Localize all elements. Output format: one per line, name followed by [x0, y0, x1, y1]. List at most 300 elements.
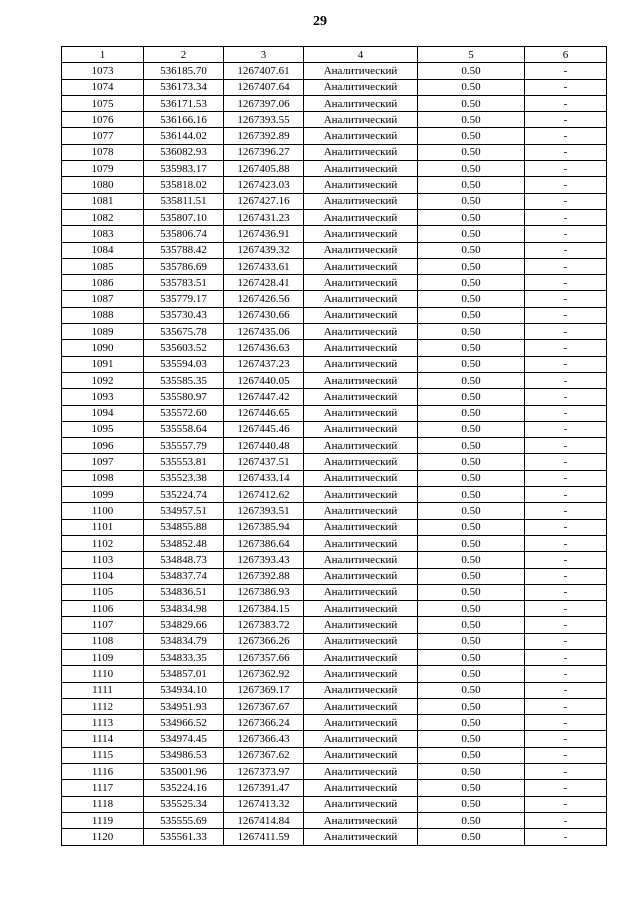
- page-number: 29: [313, 14, 327, 29]
- table-cell: -: [525, 324, 607, 340]
- table-cell: Аналитический: [304, 487, 418, 503]
- table-row: [62, 666, 607, 682]
- table-row: [62, 584, 607, 600]
- table-row: [62, 372, 607, 388]
- table-cell: -: [525, 829, 607, 845]
- table-cell: Аналитический: [304, 389, 418, 405]
- table-cell: 0.50: [418, 601, 525, 617]
- table-cell: 535580.97: [144, 389, 224, 405]
- table-cell: -: [525, 226, 607, 242]
- table-cell: 534834.98: [144, 601, 224, 617]
- table-cell: 1267437.51: [224, 454, 304, 470]
- table-row: [62, 682, 607, 698]
- table-cell: 1267436.63: [224, 340, 304, 356]
- table-cell: 1267407.64: [224, 79, 304, 95]
- table-cell: 0.50: [418, 617, 525, 633]
- table-row: [62, 258, 607, 274]
- table-cell: Аналитический: [304, 161, 418, 177]
- table-cell: 536171.53: [144, 95, 224, 111]
- table-cell: -: [525, 193, 607, 209]
- table-cell: -: [525, 161, 607, 177]
- table-cell: 1267446.65: [224, 405, 304, 421]
- table-row: [62, 193, 607, 209]
- table-cell: Аналитический: [304, 356, 418, 372]
- table-cell: 535561.33: [144, 829, 224, 845]
- table-cell: 0.50: [418, 438, 525, 454]
- table-row: [62, 796, 607, 812]
- table-cell: 1267435.06: [224, 324, 304, 340]
- table-row: [62, 715, 607, 731]
- table-cell: 1102: [62, 535, 144, 551]
- table-cell: 0.50: [418, 340, 525, 356]
- table-cell: 535525.34: [144, 796, 224, 812]
- table-cell: 1267411.59: [224, 829, 304, 845]
- table-row: [62, 552, 607, 568]
- table-cell: Аналитический: [304, 682, 418, 698]
- table-cell: Аналитический: [304, 780, 418, 796]
- table-row: [62, 438, 607, 454]
- table-row: [62, 649, 607, 665]
- table-cell: 535555.69: [144, 812, 224, 828]
- table-cell: -: [525, 666, 607, 682]
- table-cell: 1115: [62, 747, 144, 763]
- table-row: [62, 95, 607, 111]
- table-cell: Аналитический: [304, 128, 418, 144]
- coordinates-table: [61, 46, 607, 846]
- table-cell: 0.50: [418, 584, 525, 600]
- table-cell: -: [525, 682, 607, 698]
- table-cell: Аналитический: [304, 535, 418, 551]
- table-cell: -: [525, 796, 607, 812]
- table-cell: -: [525, 356, 607, 372]
- table-cell: 1111: [62, 682, 144, 698]
- table-cell: 1096: [62, 438, 144, 454]
- table-cell: 1267407.61: [224, 63, 304, 79]
- table-row: [62, 503, 607, 519]
- table-cell: 534857.01: [144, 666, 224, 682]
- table-cell: 0.50: [418, 405, 525, 421]
- table-cell: 1083: [62, 226, 144, 242]
- table-cell: 535001.96: [144, 764, 224, 780]
- table-cell: -: [525, 747, 607, 763]
- table-cell: 1267386.93: [224, 584, 304, 600]
- table-cell: 535786.69: [144, 258, 224, 274]
- table-cell: 1267423.03: [224, 177, 304, 193]
- table-row: [62, 519, 607, 535]
- table-cell: 1117: [62, 780, 144, 796]
- table-cell: 535553.81: [144, 454, 224, 470]
- table-cell: 534934.10: [144, 682, 224, 698]
- table-cell: 1267397.06: [224, 95, 304, 111]
- table-cell: 1267384.15: [224, 601, 304, 617]
- table-cell: 1105: [62, 584, 144, 600]
- column-header: 6: [525, 47, 607, 63]
- table-cell: -: [525, 79, 607, 95]
- table-cell: Аналитический: [304, 617, 418, 633]
- table-cell: 0.50: [418, 487, 525, 503]
- table-cell: 1267393.51: [224, 503, 304, 519]
- table-cell: -: [525, 519, 607, 535]
- table-cell: 1101: [62, 519, 144, 535]
- table-cell: -: [525, 633, 607, 649]
- table-cell: 1267367.62: [224, 747, 304, 763]
- table-cell: 0.50: [418, 258, 525, 274]
- table-cell: 0.50: [418, 503, 525, 519]
- table-cell: Аналитический: [304, 405, 418, 421]
- table-cell: 0.50: [418, 356, 525, 372]
- table-cell: -: [525, 454, 607, 470]
- table-cell: 0.50: [418, 633, 525, 649]
- table-row: [62, 698, 607, 714]
- table-cell: 1116: [62, 764, 144, 780]
- table-row: [62, 535, 607, 551]
- table-cell: Аналитический: [304, 764, 418, 780]
- table-cell: Аналитический: [304, 79, 418, 95]
- table-cell: 1267386.64: [224, 535, 304, 551]
- table-cell: 0.50: [418, 209, 525, 225]
- table-cell: Аналитический: [304, 584, 418, 600]
- table-cell: 534852.48: [144, 535, 224, 551]
- table-cell: Аналитический: [304, 275, 418, 291]
- table-cell: 1267373.97: [224, 764, 304, 780]
- table-row: [62, 829, 607, 845]
- table-cell: -: [525, 731, 607, 747]
- table-cell: -: [525, 715, 607, 731]
- table-cell: 1267439.32: [224, 242, 304, 258]
- table-cell: 535603.52: [144, 340, 224, 356]
- table-cell: 0.50: [418, 79, 525, 95]
- table-cell: Аналитический: [304, 503, 418, 519]
- table-cell: 1267366.43: [224, 731, 304, 747]
- table-cell: 0.50: [418, 829, 525, 845]
- table-cell: 0.50: [418, 63, 525, 79]
- table-cell: 1119: [62, 812, 144, 828]
- table-cell: 0.50: [418, 372, 525, 388]
- table-cell: 0.50: [418, 698, 525, 714]
- table-cell: 535807.10: [144, 209, 224, 225]
- table-cell: 536144.02: [144, 128, 224, 144]
- table-cell: 1267427.16: [224, 193, 304, 209]
- table-cell: 1103: [62, 552, 144, 568]
- table-row: [62, 275, 607, 291]
- table-cell: 1106: [62, 601, 144, 617]
- table-cell: 534855.88: [144, 519, 224, 535]
- table-row: [62, 226, 607, 242]
- table-cell: -: [525, 128, 607, 144]
- table-cell: Аналитический: [304, 258, 418, 274]
- table-cell: 0.50: [418, 812, 525, 828]
- table-cell: -: [525, 242, 607, 258]
- column-header: 1: [62, 47, 144, 63]
- table-cell: 0.50: [418, 193, 525, 209]
- table-cell: 1097: [62, 454, 144, 470]
- table-cell: 534837.74: [144, 568, 224, 584]
- table-cell: 535983.17: [144, 161, 224, 177]
- table-cell: Аналитический: [304, 209, 418, 225]
- table-cell: 1090: [62, 340, 144, 356]
- table-header-row: [62, 47, 607, 63]
- table-cell: Аналитический: [304, 454, 418, 470]
- table-cell: 1267357.66: [224, 649, 304, 665]
- table-row: [62, 617, 607, 633]
- table-cell: 1084: [62, 242, 144, 258]
- table-cell: Аналитический: [304, 747, 418, 763]
- table-cell: 1092: [62, 372, 144, 388]
- table-cell: 1267392.88: [224, 568, 304, 584]
- table-cell: 0.50: [418, 764, 525, 780]
- table-cell: -: [525, 780, 607, 796]
- table-cell: -: [525, 209, 607, 225]
- table-cell: 0.50: [418, 307, 525, 323]
- table-cell: Аналитический: [304, 324, 418, 340]
- table-cell: 1112: [62, 698, 144, 714]
- column-header: 3: [224, 47, 304, 63]
- table-cell: 1267393.55: [224, 112, 304, 128]
- table-cell: 1099: [62, 487, 144, 503]
- table-cell: 1267414.84: [224, 812, 304, 828]
- table-cell: Аналитический: [304, 568, 418, 584]
- table-cell: -: [525, 291, 607, 307]
- table-cell: -: [525, 63, 607, 79]
- table-row: [62, 112, 607, 128]
- table-cell: Аналитический: [304, 601, 418, 617]
- table-cell: -: [525, 275, 607, 291]
- table-cell: 534966.52: [144, 715, 224, 731]
- table-cell: 1086: [62, 275, 144, 291]
- table-row: [62, 144, 607, 160]
- table-cell: 536166.16: [144, 112, 224, 128]
- table-cell: 535730.43: [144, 307, 224, 323]
- table-cell: -: [525, 764, 607, 780]
- table-cell: 1098: [62, 470, 144, 486]
- table-row: [62, 601, 607, 617]
- table-cell: 0.50: [418, 796, 525, 812]
- table-cell: 1267412.62: [224, 487, 304, 503]
- table-cell: 536082.93: [144, 144, 224, 160]
- table-cell: 1267392.89: [224, 128, 304, 144]
- table-cell: 1079: [62, 161, 144, 177]
- table-cell: Аналитический: [304, 144, 418, 160]
- table-cell: 1267426.56: [224, 291, 304, 307]
- table-cell: 1120: [62, 829, 144, 845]
- table-cell: 536173.34: [144, 79, 224, 95]
- table-cell: Аналитический: [304, 340, 418, 356]
- table-cell: 0.50: [418, 649, 525, 665]
- table-cell: 0.50: [418, 275, 525, 291]
- table-cell: 534833.35: [144, 649, 224, 665]
- table-cell: 535783.51: [144, 275, 224, 291]
- table-cell: 1078: [62, 144, 144, 160]
- table-row: [62, 389, 607, 405]
- table-cell: Аналитический: [304, 95, 418, 111]
- table-cell: 1267391.47: [224, 780, 304, 796]
- table-cell: -: [525, 144, 607, 160]
- table-cell: 0.50: [418, 552, 525, 568]
- table-cell: 1081: [62, 193, 144, 209]
- table-cell: 0.50: [418, 454, 525, 470]
- table-cell: 1267440.05: [224, 372, 304, 388]
- table-cell: 0.50: [418, 731, 525, 747]
- table-row: [62, 731, 607, 747]
- table-cell: 534834.79: [144, 633, 224, 649]
- table-row: [62, 291, 607, 307]
- table-row: [62, 633, 607, 649]
- table-cell: 0.50: [418, 324, 525, 340]
- table-cell: 535779.17: [144, 291, 224, 307]
- table-cell: Аналитический: [304, 519, 418, 535]
- table-row: [62, 405, 607, 421]
- table-cell: 534951.93: [144, 698, 224, 714]
- table-cell: Аналитический: [304, 731, 418, 747]
- table-cell: -: [525, 698, 607, 714]
- table-row: [62, 421, 607, 437]
- table-cell: 1080: [62, 177, 144, 193]
- table-cell: -: [525, 552, 607, 568]
- table-cell: 0.50: [418, 421, 525, 437]
- table-cell: 1113: [62, 715, 144, 731]
- table-row: [62, 780, 607, 796]
- table-cell: Аналитический: [304, 421, 418, 437]
- table-cell: 1267362.92: [224, 666, 304, 682]
- table-cell: 534836.51: [144, 584, 224, 600]
- table-cell: 1267405.88: [224, 161, 304, 177]
- table-cell: -: [525, 503, 607, 519]
- table-cell: -: [525, 601, 607, 617]
- table-cell: 0.50: [418, 715, 525, 731]
- table-row: [62, 79, 607, 95]
- table-cell: 535572.60: [144, 405, 224, 421]
- table-cell: 1077: [62, 128, 144, 144]
- table-cell: 534829.66: [144, 617, 224, 633]
- table-cell: 1087: [62, 291, 144, 307]
- table-cell: 0.50: [418, 144, 525, 160]
- table-cell: 534974.45: [144, 731, 224, 747]
- table-cell: 1267430.66: [224, 307, 304, 323]
- table-row: [62, 242, 607, 258]
- table-cell: 535594.03: [144, 356, 224, 372]
- table-cell: 1074: [62, 79, 144, 95]
- table-cell: 1082: [62, 209, 144, 225]
- table-cell: -: [525, 340, 607, 356]
- table-cell: 1267393.43: [224, 552, 304, 568]
- table-cell: Аналитический: [304, 291, 418, 307]
- table-cell: 536185.70: [144, 63, 224, 79]
- table-cell: 0.50: [418, 747, 525, 763]
- table-cell: 1073: [62, 63, 144, 79]
- table-row: [62, 764, 607, 780]
- table-cell: -: [525, 649, 607, 665]
- table-cell: 1267445.46: [224, 421, 304, 437]
- table-cell: Аналитический: [304, 372, 418, 388]
- table-cell: 1267447.42: [224, 389, 304, 405]
- table-cell: Аналитический: [304, 307, 418, 323]
- table-row: [62, 568, 607, 584]
- table-cell: 0.50: [418, 95, 525, 111]
- table-cell: Аналитический: [304, 666, 418, 682]
- table-cell: 1093: [62, 389, 144, 405]
- table-row: [62, 177, 607, 193]
- table-cell: 0.50: [418, 112, 525, 128]
- table-cell: 1267433.14: [224, 470, 304, 486]
- table-cell: 0.50: [418, 177, 525, 193]
- table-cell: 535558.64: [144, 421, 224, 437]
- table-cell: 1075: [62, 95, 144, 111]
- table-cell: Аналитический: [304, 796, 418, 812]
- table-cell: Аналитический: [304, 552, 418, 568]
- table-row: [62, 470, 607, 486]
- table-cell: Аналитический: [304, 112, 418, 128]
- table-cell: Аналитический: [304, 470, 418, 486]
- table-cell: Аналитический: [304, 226, 418, 242]
- table-cell: Аналитический: [304, 193, 418, 209]
- table-cell: 1076: [62, 112, 144, 128]
- table-cell: 1267431.23: [224, 209, 304, 225]
- table-row: [62, 747, 607, 763]
- table-row: [62, 454, 607, 470]
- table-cell: 1089: [62, 324, 144, 340]
- table-cell: -: [525, 177, 607, 193]
- table-cell: 534957.51: [144, 503, 224, 519]
- table-row: [62, 307, 607, 323]
- column-header: 4: [304, 47, 418, 63]
- table-cell: 0.50: [418, 519, 525, 535]
- column-header: 2: [144, 47, 224, 63]
- table-cell: 0.50: [418, 161, 525, 177]
- table-cell: -: [525, 421, 607, 437]
- table-cell: 535818.02: [144, 177, 224, 193]
- table-cell: -: [525, 405, 607, 421]
- table-cell: 1100: [62, 503, 144, 519]
- table-cell: 1267440.48: [224, 438, 304, 454]
- table-cell: 1267385.94: [224, 519, 304, 535]
- table-cell: 0.50: [418, 128, 525, 144]
- table-cell: 0.50: [418, 470, 525, 486]
- table-row: [62, 209, 607, 225]
- table-cell: -: [525, 258, 607, 274]
- table-cell: 0.50: [418, 389, 525, 405]
- table-cell: 1114: [62, 731, 144, 747]
- table-cell: 535788.42: [144, 242, 224, 258]
- table-cell: -: [525, 389, 607, 405]
- table-cell: 1094: [62, 405, 144, 421]
- table-cell: 0.50: [418, 242, 525, 258]
- table-cell: 1267396.27: [224, 144, 304, 160]
- table-cell: 535806.74: [144, 226, 224, 242]
- table-row: [62, 128, 607, 144]
- table-cell: 0.50: [418, 568, 525, 584]
- table-cell: 1085: [62, 258, 144, 274]
- table-cell: -: [525, 812, 607, 828]
- table-cell: 1267367.67: [224, 698, 304, 714]
- table-cell: -: [525, 617, 607, 633]
- table-cell: -: [525, 372, 607, 388]
- table-row: [62, 812, 607, 828]
- column-header: 5: [418, 47, 525, 63]
- table-cell: 1095: [62, 421, 144, 437]
- table-cell: 0.50: [418, 780, 525, 796]
- table-cell: -: [525, 438, 607, 454]
- table-cell: 535811.51: [144, 193, 224, 209]
- table-cell: 1267437.23: [224, 356, 304, 372]
- table-cell: 1088: [62, 307, 144, 323]
- table-cell: 535675.78: [144, 324, 224, 340]
- table-cell: -: [525, 584, 607, 600]
- table-cell: 535585.35: [144, 372, 224, 388]
- table-cell: 535224.74: [144, 487, 224, 503]
- table-cell: -: [525, 95, 607, 111]
- table-cell: 534848.73: [144, 552, 224, 568]
- table-row: [62, 161, 607, 177]
